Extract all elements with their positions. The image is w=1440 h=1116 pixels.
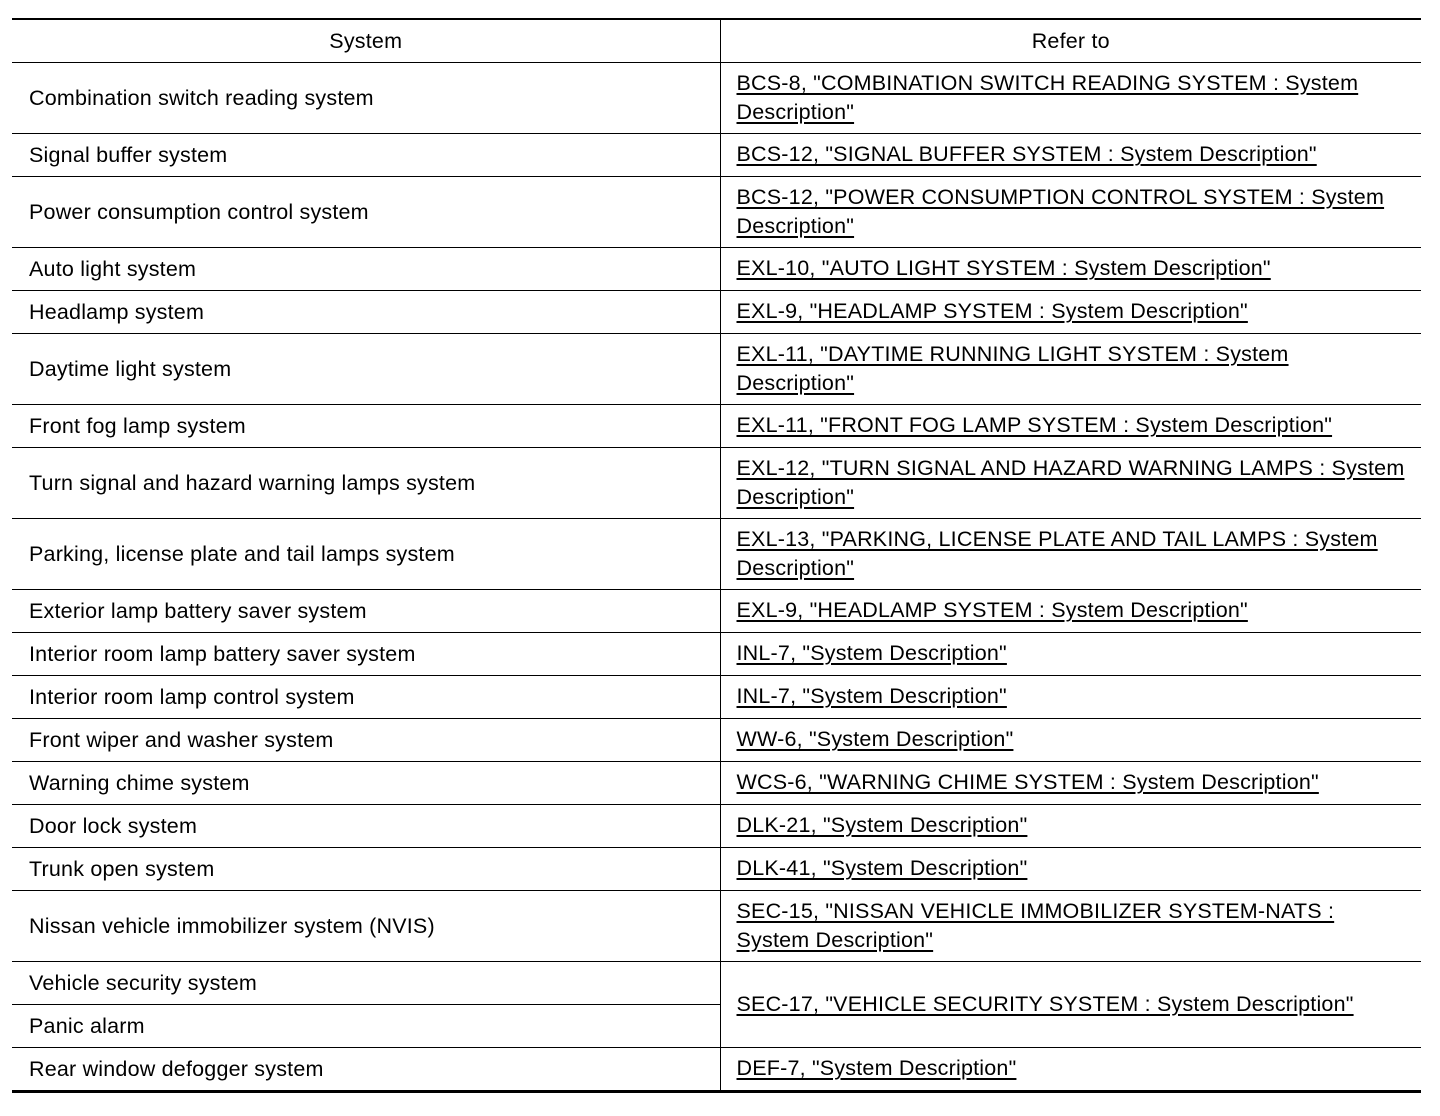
reference-link[interactable]: EXL-11, "FRONT FOG LAMP SYSTEM : System Description" — [736, 413, 1333, 438]
reference-link[interactable]: EXL-11, "DAYTIME RUNNING LIGHT SYSTEM : System Description" — [736, 341, 1289, 395]
table-row — [12, 334, 1421, 405]
reference-link[interactable]: INL-7, "System Description" — [736, 641, 1007, 666]
reference-link[interactable]: WW-6, "System Description" — [736, 727, 1014, 752]
table-row — [12, 891, 1421, 962]
reference-cell — [720, 519, 1421, 590]
system-cell: Front fog lamp system — [12, 405, 720, 448]
reference-link[interactable]: EXL-13, "PARKING, LICENSE PLATE AND TAIL LAMPS : System Description" — [736, 526, 1378, 580]
system-cell: Parking, license plate and tail lamps system — [12, 519, 720, 590]
reference-cell — [720, 134, 1421, 177]
reference-link[interactable]: EXL-10, "AUTO LIGHT SYSTEM : System Description" — [736, 256, 1271, 281]
table-row — [12, 448, 1421, 519]
header-system: System — [12, 19, 720, 63]
table-row — [12, 962, 1421, 1005]
reference-cell — [720, 805, 1421, 848]
system-cell: Interior room lamp battery saver system — [12, 633, 720, 676]
system-cell: Turn signal and hazard warning lamps system — [12, 448, 720, 519]
reference-link[interactable]: EXL-9, "HEADLAMP SYSTEM : System Description" — [736, 598, 1248, 623]
table-row — [12, 519, 1421, 590]
table-header-row — [12, 19, 1421, 63]
table-row — [12, 177, 1421, 248]
reference-cell — [720, 291, 1421, 334]
system-cell: Auto light system — [12, 248, 720, 291]
table-row — [12, 848, 1421, 891]
reference-cell — [720, 676, 1421, 719]
system-cell: Headlamp system — [12, 291, 720, 334]
reference-link[interactable]: BCS-8, "COMBINATION SWITCH READING SYSTEM : System Description" — [736, 70, 1359, 124]
reference-cell — [720, 590, 1421, 633]
reference-link[interactable]: SEC-15, "NISSAN VEHICLE IMMOBILIZER SYSTEM-NATS : System Description" — [736, 898, 1335, 952]
reference-link[interactable]: WCS-6, "WARNING CHIME SYSTEM : System Description" — [736, 770, 1319, 795]
reference-link[interactable]: DEF-7, "System Description" — [736, 1056, 1017, 1081]
table-row — [12, 719, 1421, 762]
table-row — [12, 633, 1421, 676]
reference-link[interactable]: INL-7, "System Description" — [736, 684, 1007, 709]
reference-cell — [720, 405, 1421, 448]
reference-cell — [720, 63, 1421, 134]
reference-cell — [720, 334, 1421, 405]
table-row — [12, 134, 1421, 177]
reference-cell — [720, 962, 1421, 1048]
system-cell: Exterior lamp battery saver system — [12, 590, 720, 633]
table-row — [12, 590, 1421, 633]
system-cell: Signal buffer system — [12, 134, 720, 177]
table-row — [12, 805, 1421, 848]
system-cell: Interior room lamp control system — [12, 676, 720, 719]
table-row — [12, 405, 1421, 448]
header-refer-to: Refer to — [720, 19, 1421, 63]
reference-link[interactable]: DLK-41, "System Description" — [736, 856, 1028, 881]
system-cell: Daytime light system — [12, 334, 720, 405]
table-row — [12, 291, 1421, 334]
system-cell: Nissan vehicle immobilizer system (NVIS) — [12, 891, 720, 962]
reference-link[interactable]: EXL-12, "TURN SIGNAL AND HAZARD WARNING LAMPS : System Description" — [736, 455, 1405, 509]
reference-cell — [720, 891, 1421, 962]
reference-cell — [720, 248, 1421, 291]
table-row — [12, 762, 1421, 805]
system-cell: Panic alarm — [12, 1005, 720, 1048]
reference-cell — [720, 448, 1421, 519]
system-cell: Combination switch reading system — [12, 63, 720, 134]
reference-cell — [720, 1048, 1421, 1092]
system-cell: Power consumption control system — [12, 177, 720, 248]
system-cell: Door lock system — [12, 805, 720, 848]
system-reference-table — [12, 18, 1421, 1093]
reference-cell — [720, 762, 1421, 805]
reference-cell — [720, 633, 1421, 676]
reference-link[interactable]: BCS-12, "POWER CONSUMPTION CONTROL SYSTEM : System Description" — [736, 184, 1385, 238]
reference-link[interactable]: EXL-9, "HEADLAMP SYSTEM : System Description" — [736, 299, 1248, 324]
reference-cell — [720, 177, 1421, 248]
system-cell: Trunk open system — [12, 848, 720, 891]
table-row — [12, 63, 1421, 134]
system-cell: Vehicle security system — [12, 962, 720, 1005]
reference-cell — [720, 848, 1421, 891]
table-row — [12, 248, 1421, 291]
reference-link[interactable]: SEC-17, "VEHICLE SECURITY SYSTEM : System Description" — [736, 991, 1354, 1016]
system-cell: Front wiper and washer system — [12, 719, 720, 762]
system-cell: Rear window defogger system — [12, 1048, 720, 1092]
reference-link[interactable]: DLK-21, "System Description" — [736, 813, 1028, 838]
reference-cell — [720, 719, 1421, 762]
reference-link[interactable]: BCS-12, "SIGNAL BUFFER SYSTEM : System Description" — [736, 142, 1317, 167]
table-row — [12, 676, 1421, 719]
system-cell: Warning chime system — [12, 762, 720, 805]
table-row — [12, 1048, 1421, 1092]
